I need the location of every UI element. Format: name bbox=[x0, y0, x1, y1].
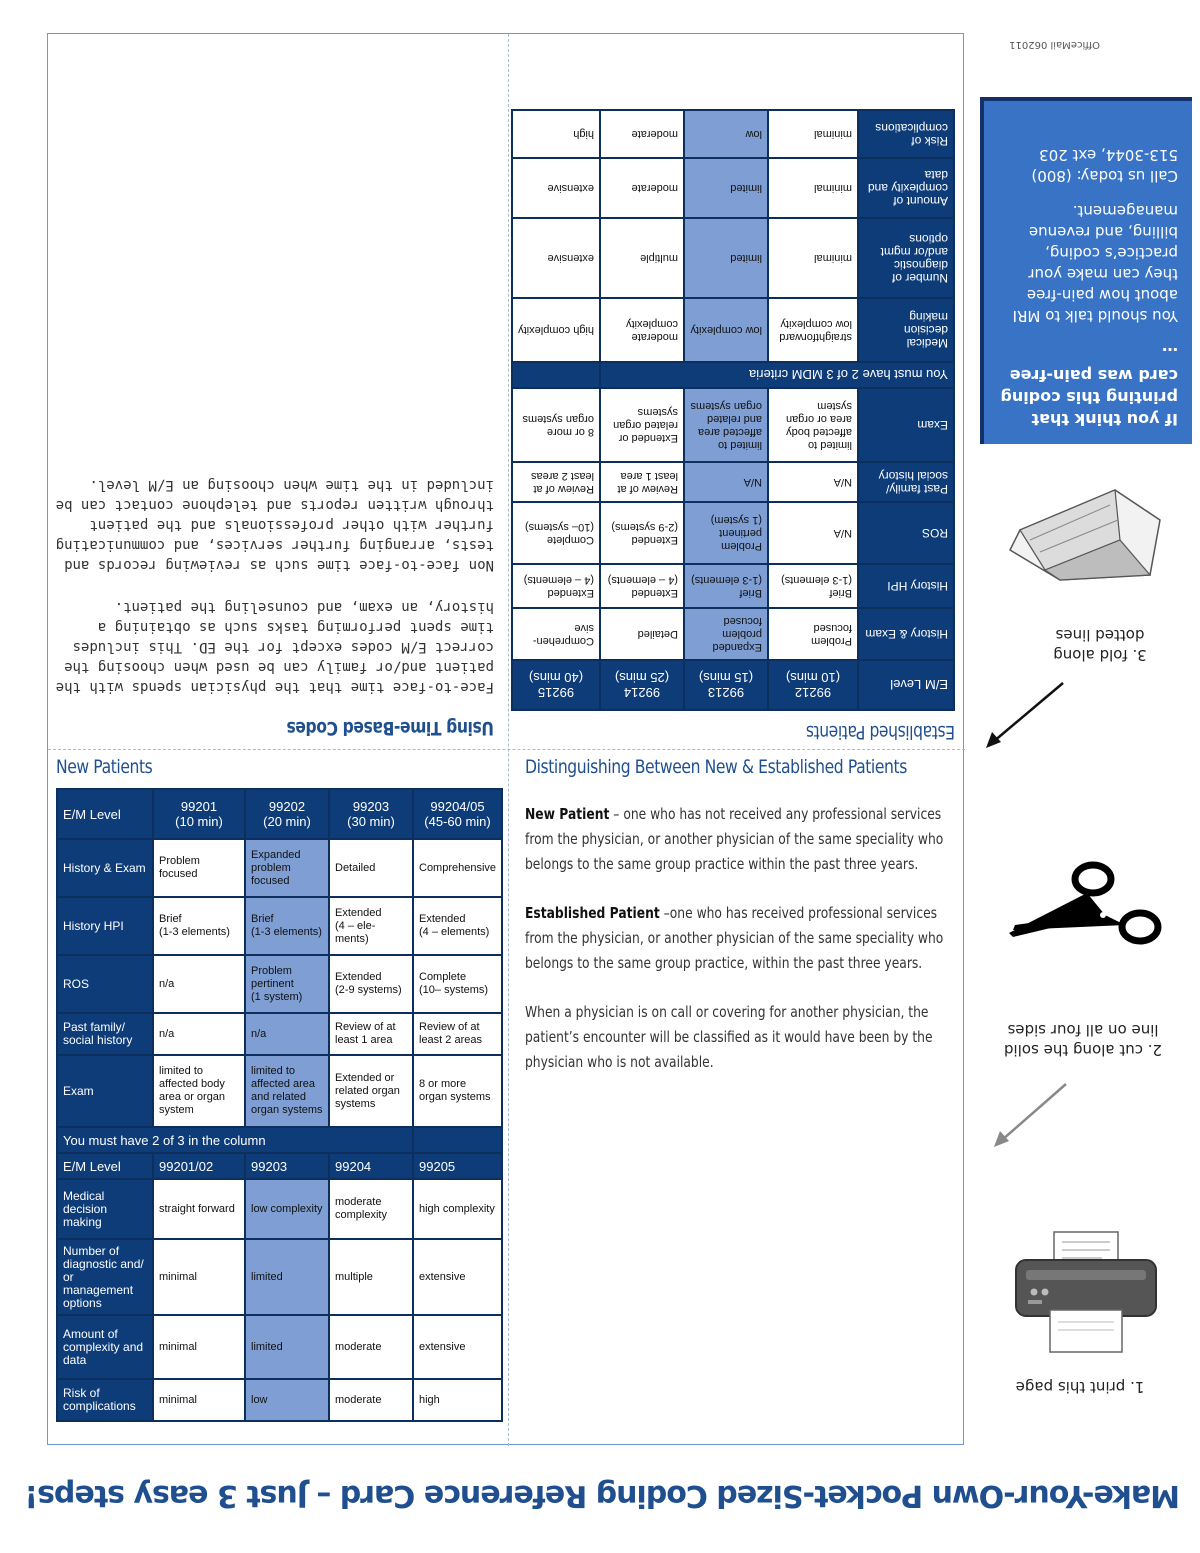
mdm-cell: minimal bbox=[768, 158, 858, 218]
new-patient-term: New Patient bbox=[525, 805, 610, 823]
reference-card bbox=[47, 33, 964, 1445]
table-cell: Brief (1-3 elements) bbox=[153, 897, 245, 955]
table-cell: Problem focused bbox=[153, 839, 245, 897]
row-label: History HPI bbox=[57, 897, 153, 955]
table-cell: Brief (1-3 elements) bbox=[684, 564, 768, 608]
new-patient-definition bbox=[525, 802, 956, 877]
mdm-row bbox=[512, 110, 954, 158]
table-row bbox=[57, 897, 502, 955]
table-cell: Brief (1-3 elements) bbox=[768, 564, 858, 608]
table-cell: Problem pertinent (1 system) bbox=[684, 502, 768, 564]
promo-headline: If you think that printing this coding card was pain-free … bbox=[1000, 344, 1178, 429]
table-cell: Extended (4 – elements) bbox=[600, 564, 684, 608]
table-row bbox=[512, 608, 954, 660]
header-level: 99203 (30 min) bbox=[329, 789, 413, 839]
table-cell: N/A bbox=[684, 462, 768, 502]
mdm-cell: low complexity bbox=[684, 298, 768, 362]
table-cell: 8 or more organ systems bbox=[413, 1055, 502, 1127]
on-call-note: When a physician is on call or covering for another physician, the patient’s encounter will be classified as it would have been by the physician who is not available. bbox=[525, 1003, 933, 1071]
mdm-cell: multiple bbox=[329, 1239, 413, 1315]
table-cell: Extended (4 – ele- ments) bbox=[329, 897, 413, 955]
table-cell: 8 or more organ systems bbox=[512, 388, 600, 462]
step3-line2: dotted lines bbox=[1055, 626, 1145, 644]
established-patient-term: Established Patient bbox=[525, 904, 660, 922]
table-cell: Review of at least 2 areas bbox=[512, 462, 600, 502]
mdm-header-row bbox=[57, 1153, 502, 1179]
mdm-cell: limited bbox=[684, 158, 768, 218]
scissors-icon bbox=[1005, 855, 1165, 965]
table-cell: n/a bbox=[153, 1013, 245, 1055]
mdm-cell: low bbox=[245, 1379, 329, 1421]
header-level: 99213 (15 mins) bbox=[684, 660, 768, 710]
mdm-row bbox=[57, 1239, 502, 1315]
mdm-cell: straightforward low complexity bbox=[768, 298, 858, 362]
time-based-panel bbox=[48, 34, 508, 749]
promo-body: You should talk to MRI about how pain-free they can make your practice’s coding, billing, and revenue management. bbox=[1012, 202, 1178, 325]
table-cell: Expanded problem focused bbox=[684, 608, 768, 660]
mdm-header-cell: 99204 bbox=[329, 1153, 413, 1179]
mdm-header-cell: E/M Level bbox=[57, 1153, 153, 1179]
time-based-para1: Face-to-face time that the physician spends with the patient and/or family can be used when choosing the correct E/M codes except for the ED. This includes time spent performing tasks such as obtaining a history, an exam, and counseling the patient. bbox=[55, 599, 494, 695]
table-cell: limited to affected body area or organ system bbox=[768, 388, 858, 462]
new-patients-title: New Patients bbox=[56, 756, 153, 778]
mdm-row bbox=[57, 1315, 502, 1379]
new-patient-text: – one who has not received any professional services from the physician, or another physician of the same speciality who belongs to the same group practice within the past three years. bbox=[525, 805, 944, 873]
mdm-cell: extensive bbox=[512, 158, 600, 218]
header-level: 99212 (10 mins) bbox=[768, 660, 858, 710]
mdm-cell: minimal bbox=[153, 1379, 245, 1421]
mdm-note: You must have 2 of 3 MDM criteria bbox=[600, 362, 954, 388]
table-row bbox=[512, 388, 954, 462]
established-patient-text: –one who has received professional services from the physician, or another physician of the same speciality who belongs to the same group practice, within the past three years. bbox=[525, 904, 944, 972]
mdm-cell: moderate bbox=[329, 1315, 413, 1379]
distinguishing-title: Distinguishing Between New & Established Patients bbox=[525, 756, 907, 778]
table-cell: Complete (10– systems) bbox=[413, 955, 502, 1013]
mdm-row-label: Medical decision making bbox=[57, 1179, 153, 1239]
row-label: Exam bbox=[858, 388, 954, 462]
step2-line2: line on all four sides bbox=[1007, 1021, 1159, 1039]
established-patients-table bbox=[511, 109, 955, 711]
table-cell: Review of at least 2 areas bbox=[413, 1013, 502, 1055]
mdm-header-cell: 99201/02 bbox=[153, 1153, 245, 1179]
mdm-cell: extensive bbox=[413, 1239, 502, 1315]
mdm-cell: extensive bbox=[413, 1315, 502, 1379]
mdm-row bbox=[512, 158, 954, 218]
table-row bbox=[512, 564, 954, 608]
table-cell: limited to affected area and related organ systems bbox=[245, 1055, 329, 1127]
mdm-row bbox=[57, 1179, 502, 1239]
row-label: Past family/ social history bbox=[858, 462, 954, 502]
row-label: Past family/ social history bbox=[57, 1013, 153, 1055]
mdm-row-label: Amount of complexity and data bbox=[858, 158, 954, 218]
mdm-cell: straight forward bbox=[153, 1179, 245, 1239]
table-cell: Detailed bbox=[600, 608, 684, 660]
table-cell: n/a bbox=[153, 955, 245, 1013]
table-row bbox=[57, 1013, 502, 1055]
header-level: 99202 (20 min) bbox=[245, 789, 329, 839]
table-cell: n/a bbox=[245, 1013, 329, 1055]
time-based-rotated bbox=[48, 34, 508, 749]
row-label: ROS bbox=[57, 955, 153, 1013]
mdm-cell: limited bbox=[684, 218, 768, 298]
table-row bbox=[57, 955, 502, 1013]
version-code: OfficeMail 062011 bbox=[1009, 39, 1100, 50]
table-row bbox=[57, 839, 502, 897]
mdm-row-label: Number of diagnostic and/or mgmt options bbox=[858, 218, 954, 298]
mdm-row bbox=[512, 298, 954, 362]
mdm-cell: moderate bbox=[600, 158, 684, 218]
table-cell: Review of at least 1 area bbox=[329, 1013, 413, 1055]
folded-card-icon bbox=[1000, 480, 1165, 590]
table-row bbox=[512, 462, 954, 502]
mdm-cell: limited bbox=[245, 1315, 329, 1379]
row-label: History HPI bbox=[858, 564, 954, 608]
mdm-cell: minimal bbox=[153, 1239, 245, 1315]
mdm-cell: moderate complexity bbox=[600, 298, 684, 362]
header-label: E/M Level bbox=[858, 660, 954, 710]
table-cell: limited to affected body area or organ system bbox=[153, 1055, 245, 1127]
arrow-icon bbox=[983, 680, 1068, 750]
mdm-row-label: Risk of complications bbox=[57, 1379, 153, 1421]
time-based-para2: Non face-to-face time such as reviewing records and tests, arranging further services, and communicating further with other professionals and the patient through written reports and telephone contact can be included in the time when choosing an E/M level. bbox=[55, 477, 494, 573]
established-patient-definition bbox=[525, 901, 956, 976]
step2-line1: 2. cut along the solid bbox=[1003, 1041, 1163, 1059]
header-row bbox=[512, 660, 954, 710]
header-level: 99204/05 (45-60 min) bbox=[413, 789, 502, 839]
table-cell: Comprehen-sive bbox=[512, 608, 600, 660]
mdm-row bbox=[57, 1379, 502, 1421]
new-patients-table bbox=[56, 788, 503, 1422]
mdm-cell: minimal bbox=[153, 1315, 245, 1379]
new-patients-panel bbox=[48, 750, 508, 1445]
mdm-cell: moderate bbox=[600, 110, 684, 158]
mdm-cell: moderate complexity bbox=[329, 1179, 413, 1239]
table-cell: Extended or related organ systems bbox=[600, 388, 684, 462]
table-cell: Extended (2-9 systems) bbox=[600, 502, 684, 564]
mdm-cell: high complexity bbox=[512, 298, 600, 362]
table-cell: N/A bbox=[768, 502, 858, 564]
established-rotated bbox=[509, 34, 964, 749]
row-label: Exam bbox=[57, 1055, 153, 1127]
step2-text bbox=[998, 1015, 1168, 1060]
table-cell: Complete (10– systems) bbox=[512, 502, 600, 564]
table-cell: Extended or related organ systems bbox=[329, 1055, 413, 1127]
header-level: 99201 (10 min) bbox=[153, 789, 245, 839]
mdm-cell: high bbox=[413, 1379, 502, 1421]
mdm-note: You must have 2 of 3 in the column bbox=[57, 1127, 413, 1153]
table-cell: Detailed bbox=[329, 839, 413, 897]
mdm-note-row bbox=[512, 362, 954, 388]
table-cell: Problem pertinent (1 system) bbox=[245, 955, 329, 1013]
table-cell: Extended (4 – elements) bbox=[512, 564, 600, 608]
table-row bbox=[57, 1055, 502, 1127]
footer-title: Make-Your-Own Pocket-Sized Coding Reference Card – Just 3 easy steps! bbox=[25, 1478, 1180, 1513]
time-based-title: Using Time-Based Codes bbox=[286, 717, 494, 739]
row-label: ROS bbox=[858, 502, 954, 564]
mdm-cell: extensive bbox=[512, 218, 600, 298]
step3-text bbox=[1035, 620, 1165, 665]
mdm-cell: high complexity bbox=[413, 1179, 502, 1239]
table-cell: limited to affected area and related organ systems bbox=[684, 388, 768, 462]
table-cell: N/A bbox=[768, 462, 858, 502]
table-cell: Problem focused bbox=[768, 608, 858, 660]
mdm-cell: multiple bbox=[600, 218, 684, 298]
table-cell: Expanded problem focused bbox=[245, 839, 329, 897]
distinguishing-panel bbox=[509, 750, 964, 1445]
distinguishing-body bbox=[525, 802, 956, 1099]
header-label: E/M Level bbox=[57, 789, 153, 839]
mdm-row-label: Risk of complications bbox=[858, 110, 954, 158]
step3-line1: 3. fold along bbox=[1053, 646, 1147, 664]
mdm-header-cell: 99203 bbox=[245, 1153, 329, 1179]
mdm-row-label: Number of diagnostic and/ or management options bbox=[57, 1239, 153, 1315]
table-cell: Review of at least 1 area bbox=[600, 462, 684, 502]
row-label: History & Exam bbox=[858, 608, 954, 660]
table-cell: Extended (2-9 systems) bbox=[329, 955, 413, 1013]
mdm-cell: limited bbox=[245, 1239, 329, 1315]
header-level: 99214 (25 mins) bbox=[600, 660, 684, 710]
mdm-note-row bbox=[57, 1127, 502, 1153]
mdm-header-cell: 99205 bbox=[413, 1153, 502, 1179]
mdm-cell: minimal bbox=[768, 110, 858, 158]
mdm-cell: low bbox=[684, 110, 768, 158]
step1-text: 1. print this page bbox=[1015, 1378, 1145, 1396]
promo-call: Call us today: (800) 513-3044, ext 203 bbox=[1031, 146, 1178, 185]
established-patients-panel bbox=[509, 34, 964, 749]
table-cell: Extended (4 – elements) bbox=[413, 897, 502, 955]
mdm-row bbox=[512, 218, 954, 298]
header-level: 99215 (40 mins) bbox=[512, 660, 600, 710]
table-row bbox=[512, 502, 954, 564]
mdm-row-label: Amount of complexity and data bbox=[57, 1315, 153, 1379]
mdm-note-end bbox=[413, 1127, 502, 1153]
mdm-cell: minimal bbox=[768, 218, 858, 298]
promo-box bbox=[980, 97, 1192, 444]
time-based-body bbox=[54, 453, 494, 697]
cut-arrow-icon bbox=[990, 1080, 1070, 1150]
mdm-cell: low complexity bbox=[245, 1179, 329, 1239]
table-cell: Comprehensive bbox=[413, 839, 502, 897]
mdm-note-end bbox=[512, 362, 600, 388]
table-cell: Brief (1-3 elements) bbox=[245, 897, 329, 955]
row-label: History & Exam bbox=[57, 839, 153, 897]
printer-icon bbox=[1012, 1228, 1160, 1358]
mdm-cell: high bbox=[512, 110, 600, 158]
header-row bbox=[57, 789, 502, 839]
mdm-row-label: Medical decision making bbox=[858, 298, 954, 362]
established-patients-title: Established Patients bbox=[806, 721, 955, 743]
mdm-cell: moderate bbox=[329, 1379, 413, 1421]
